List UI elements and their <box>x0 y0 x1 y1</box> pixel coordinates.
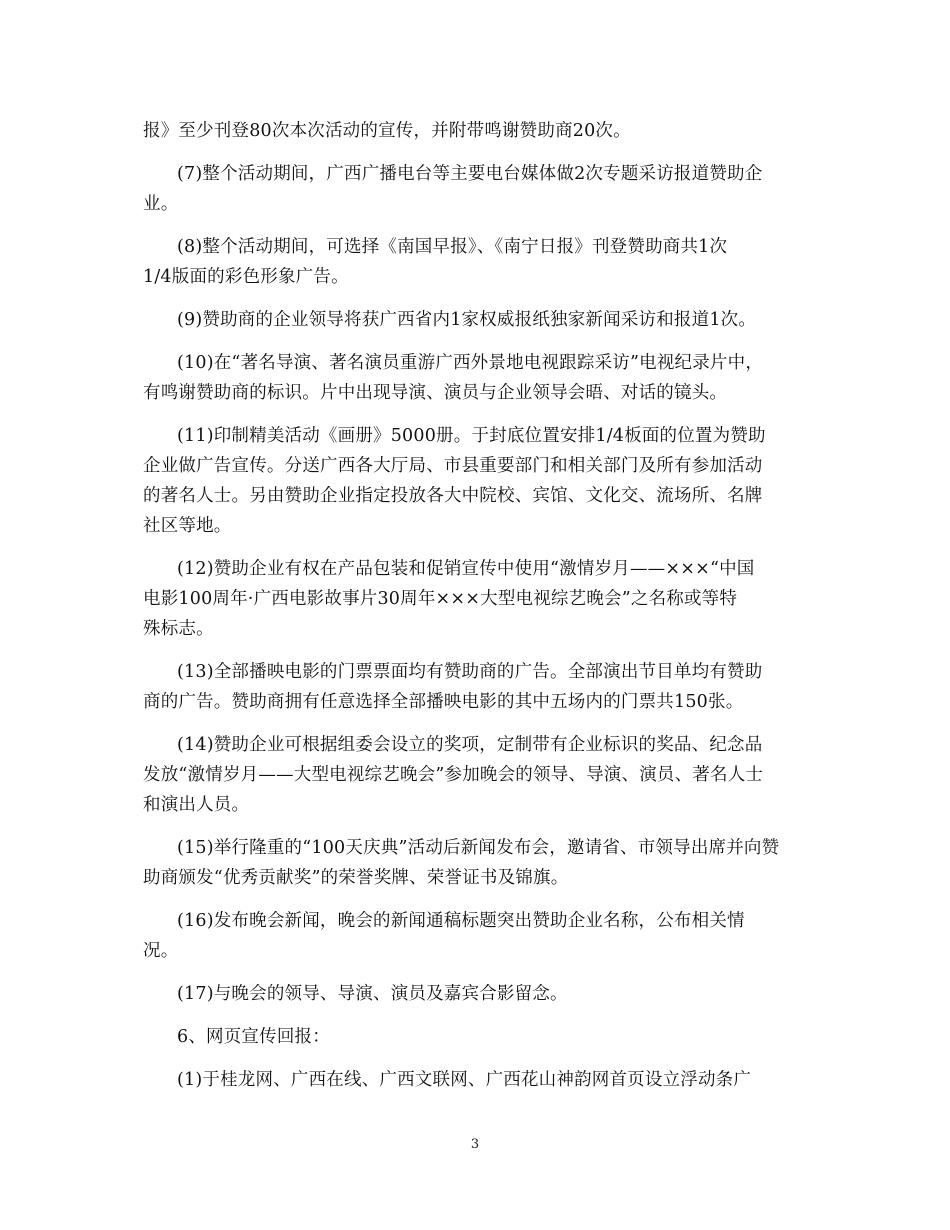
text-line: 和演出人员。 <box>143 795 250 815</box>
paragraph <box>143 1065 808 1095</box>
text-line: (13)全部播映电影的门票票面均有赞助商的广告。全部演出节目单均有赞助 <box>177 662 763 682</box>
paragraph <box>143 730 808 820</box>
text-line: 社区等地。 <box>143 516 232 536</box>
paragraph-gap <box>143 820 808 833</box>
text-line: 的著名人士。另由赞助企业指定投放各大中院校、宾馆、文化交、流场所、名牌 <box>143 486 763 506</box>
paragraph <box>143 979 808 1009</box>
paragraph-gap <box>143 219 808 232</box>
paragraph <box>143 232 808 292</box>
text-line: (15)举行隆重的“100天庆典”活动后新闻发布会，邀请省、市领导出席并向赞 <box>177 838 780 858</box>
paragraph <box>143 305 808 335</box>
paragraph-gap <box>143 966 808 979</box>
text-line: (1)于桂龙网、广西在线、广西文联网、广西花山神韵网首页设立浮动条广 <box>177 1070 752 1090</box>
text-line: (10)在“著名导演、著名演员重游广西外景地电视跟踪采访”电视纪录片中， <box>177 353 764 373</box>
text-line: (17)与晚会的领导、导演、演员及嘉宾合影留念。 <box>177 984 568 1004</box>
paragraph <box>143 159 808 219</box>
text-line: (11)印制精美活动《画册》5000册。于封底位置安排1/4板面的位置为赞助 <box>177 426 766 446</box>
paragraph-gap <box>143 893 808 906</box>
paragraph-gap <box>143 717 808 730</box>
text-line: 殊标志。 <box>143 619 214 639</box>
text-line: 商的广告。赞助商拥有任意选择全部播映电影的其中五场内的门票共150张。 <box>143 692 744 712</box>
paragraph-gap <box>143 541 808 554</box>
paragraph-gap <box>143 644 808 657</box>
text-line: 6、网页宣传回报： <box>177 1027 330 1047</box>
paragraph <box>143 554 808 644</box>
paragraph <box>143 657 808 717</box>
paragraph-gap <box>143 1052 808 1065</box>
text-line: 有鸣谢赞助商的标识。片中出现导演、演员与企业领导会晤、对话的镜头。 <box>143 383 728 403</box>
text-line: (14)赞助企业可根据组委会设立的奖项，定制带有企业标识的奖品、纪念品 <box>177 735 763 755</box>
text-line: 企业做广告宣传。分送广西各大厅局、市县重要部门和相关部门及所有参加活动 <box>143 456 763 476</box>
text-line: 电影100周年·广西电影故事片30周年×××大型电视综艺晚会”之名称或等特 <box>143 589 738 609</box>
paragraph <box>143 348 808 408</box>
page-number: 3 <box>470 1137 480 1152</box>
paragraph-gap <box>143 408 808 421</box>
text-line: 况。 <box>143 941 179 961</box>
text-line: 报》至少刊登80次本次活动的宣传，并附带鸣谢赞助商20次。 <box>143 121 631 141</box>
paragraph <box>143 116 808 146</box>
text-line: 助商颁发“优秀贡献奖”的荣誉奖牌、荣誉证书及锦旗。 <box>143 868 569 888</box>
text-line: (16)发布晚会新闻，晚会的新闻通稿标题突出赞助企业名称，公布相关情 <box>177 911 745 931</box>
text-line: (9)赞助商的企业领导将获广西省内1家权威报纸独家新闻采访和报道1次。 <box>177 310 757 330</box>
text-line: 发放“激情岁月——大型电视综艺晚会”参加晚会的领导、导演、演员、著名人士 <box>143 765 764 785</box>
paragraph-gap <box>143 146 808 159</box>
paragraph-gap <box>143 1009 808 1022</box>
text-line: (7)整个活动期间，广西广播电台等主要电台媒体做2次专题采访报道赞助企 <box>177 164 763 184</box>
paragraph <box>143 906 808 966</box>
paragraph <box>143 833 808 893</box>
document-body <box>143 116 808 1095</box>
text-line: (12)赞助企业有权在产品包装和促销宣传中使用“激情岁月——×××“中国 <box>177 559 755 579</box>
paragraph <box>143 1022 808 1052</box>
paragraph <box>143 421 808 541</box>
text-line: (8)整个活动期间，可选择《南国早报》、《南宁日报》刊登赞助商共1次 <box>177 237 728 257</box>
text-line: 1/4版面的彩色形象广告。 <box>143 267 349 287</box>
text-line: 业。 <box>143 194 179 214</box>
paragraph-gap <box>143 292 808 305</box>
paragraph-gap <box>143 335 808 348</box>
